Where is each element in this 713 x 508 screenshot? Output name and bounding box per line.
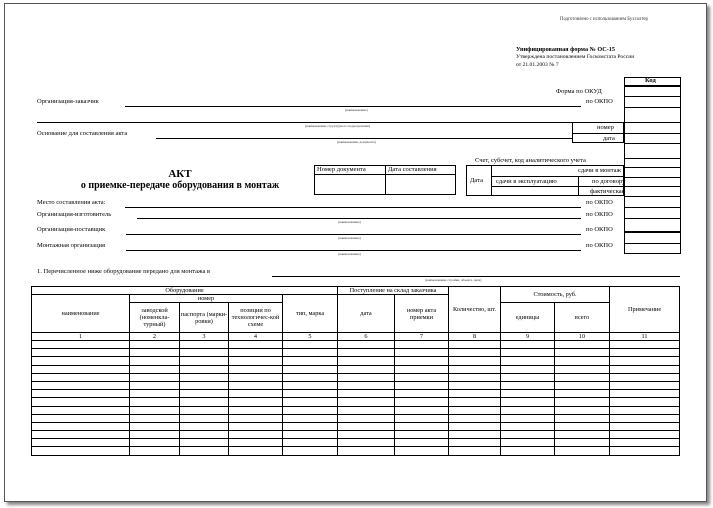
osnovanie-label: Основание для составления акта [37, 130, 128, 137]
table-cell[interactable] [32, 381, 130, 389]
table-cell[interactable] [180, 381, 229, 389]
osnovanie-hint: (наименование документа) [337, 140, 376, 144]
postavshik-field[interactable] [126, 234, 581, 235]
table-cell[interactable] [229, 406, 283, 414]
table-cell[interactable] [229, 349, 283, 357]
accounts-actual: фактическая [590, 188, 625, 195]
table-cell[interactable] [32, 414, 130, 422]
izgotovitel-hint: (наименование) [338, 220, 361, 224]
form-name: Унифицированная форма № ОС-15 [516, 46, 615, 53]
table-cell[interactable] [130, 357, 180, 365]
table-cell[interactable] [283, 341, 338, 349]
table-cell[interactable] [130, 422, 180, 430]
okpo-label-zakazchik: по ОКПО [586, 98, 613, 105]
column-number: 3 [180, 333, 229, 341]
table-cell[interactable] [395, 365, 449, 373]
table-cell[interactable] [283, 349, 338, 357]
table-cell[interactable] [449, 414, 501, 422]
table-cell[interactable] [32, 439, 130, 447]
table-cell[interactable] [32, 373, 130, 381]
accounts-date: Дата [470, 177, 483, 184]
table-cell[interactable] [283, 439, 338, 447]
table-cell[interactable] [501, 373, 555, 381]
table-row [32, 390, 680, 398]
table-cell[interactable] [338, 422, 395, 430]
table-cell[interactable] [449, 381, 501, 389]
table-cell[interactable] [130, 447, 180, 455]
table-cell[interactable] [555, 447, 610, 455]
table-cell[interactable] [501, 390, 555, 398]
table-cell[interactable] [338, 431, 395, 439]
table-cell[interactable] [180, 398, 229, 406]
table-cell[interactable] [338, 373, 395, 381]
table-cell[interactable] [32, 398, 130, 406]
table-cell[interactable] [395, 422, 449, 430]
zakazchik-label: Организация-заказчик [37, 98, 99, 105]
zakazchik-hint: (наименование) [345, 108, 368, 112]
doc-date-header: Дата составления [388, 166, 437, 173]
table-cell[interactable] [338, 406, 395, 414]
table-cell[interactable] [501, 341, 555, 349]
table-cell[interactable] [338, 390, 395, 398]
zakazchik-field[interactable] [125, 106, 581, 107]
h-nomer-akta: номер акта приемки [395, 295, 449, 333]
montazh-field[interactable] [126, 250, 581, 251]
struct-field[interactable] [37, 122, 581, 123]
table-cell[interactable] [501, 431, 555, 439]
h-data: дата [338, 295, 395, 333]
table-cell[interactable] [449, 349, 501, 357]
table-cell[interactable] [180, 349, 229, 357]
table-cell[interactable] [501, 357, 555, 365]
table-row [32, 439, 680, 447]
table-cell[interactable] [229, 414, 283, 422]
table-cell[interactable] [449, 341, 501, 349]
column-number: 4 [229, 333, 283, 341]
table-cell[interactable] [338, 414, 395, 422]
equipment-table [31, 286, 680, 456]
table-cell[interactable] [501, 439, 555, 447]
h-kolichestvo: Количество, шт. [449, 287, 501, 333]
table-cell[interactable] [283, 390, 338, 398]
table-cell[interactable] [338, 439, 395, 447]
h-tip: тип, марка [283, 295, 338, 333]
table-cell[interactable] [555, 398, 610, 406]
h-naimenovanie: наименование [32, 295, 130, 333]
table-cell[interactable] [449, 447, 501, 455]
doc-number-header: Номер документа [317, 166, 366, 173]
table-cell[interactable] [501, 381, 555, 389]
postavshik-hint: (наименование) [338, 236, 361, 240]
table-cell[interactable] [32, 390, 130, 398]
table-cell[interactable] [449, 431, 501, 439]
okpo-label-4: по ОКПО [586, 242, 613, 249]
table-cell[interactable] [229, 341, 283, 349]
table-cell[interactable] [32, 357, 130, 365]
table-cell[interactable] [555, 373, 610, 381]
table-cell[interactable] [130, 398, 180, 406]
table-row [32, 357, 680, 365]
table-cell[interactable] [555, 357, 610, 365]
table-cell[interactable] [338, 365, 395, 373]
table-cell[interactable] [180, 422, 229, 430]
table-cell[interactable] [449, 390, 501, 398]
table-row [32, 398, 680, 406]
accounts-by-contract: по договору [592, 178, 626, 185]
h-postuplenie: Поступление на склад заказчика [338, 287, 449, 295]
table-cell[interactable] [180, 365, 229, 373]
table-cell[interactable] [395, 414, 449, 422]
table-cell[interactable] [229, 398, 283, 406]
table-cell[interactable] [610, 365, 680, 373]
table-cell[interactable] [180, 447, 229, 455]
table-cell[interactable] [180, 431, 229, 439]
table-cell[interactable] [130, 406, 180, 414]
okpo-label-3: по ОКПО [586, 226, 613, 233]
table-cell[interactable] [555, 365, 610, 373]
table-cell[interactable] [180, 373, 229, 381]
table-cell[interactable] [130, 349, 180, 357]
table-cell[interactable] [130, 381, 180, 389]
table-cell[interactable] [283, 447, 338, 455]
table-cell[interactable] [283, 406, 338, 414]
table-cell[interactable] [449, 422, 501, 430]
table-row [32, 406, 680, 414]
table-cell[interactable] [283, 414, 338, 422]
table-cell[interactable] [229, 439, 283, 447]
montazh-hint: (наименование) [338, 252, 361, 256]
table-cell[interactable] [32, 431, 130, 439]
table-cell[interactable] [449, 406, 501, 414]
table-cell[interactable] [338, 349, 395, 357]
table-cell[interactable] [180, 357, 229, 365]
table-row [32, 349, 680, 357]
table-cell[interactable] [610, 406, 680, 414]
table-cell[interactable] [338, 398, 395, 406]
table-cell[interactable] [555, 341, 610, 349]
prepared-note: Подготовлено с использованием Бухгалтер [560, 17, 648, 22]
table-cell[interactable] [395, 406, 449, 414]
accounts-to-exploit: сдачи в эксплуатацию [496, 178, 557, 185]
table-cell[interactable] [555, 414, 610, 422]
h-primechanie: Примечание [610, 287, 680, 333]
table-cell[interactable] [610, 447, 680, 455]
struct-hint: (наименование структурного подразделения) [305, 124, 370, 128]
table-cell[interactable] [32, 422, 130, 430]
okpo-label-2: по ОКПО [586, 211, 613, 218]
table-cell[interactable] [501, 398, 555, 406]
column-number: 7 [395, 333, 449, 341]
table-row [32, 373, 680, 381]
osnovanie-field[interactable] [156, 138, 572, 139]
table-cell[interactable] [610, 357, 680, 365]
table-cell[interactable] [501, 414, 555, 422]
section-1-hint: (наименование стройки, объекта, цеха) [425, 278, 482, 282]
table-cell[interactable] [395, 341, 449, 349]
table-cell[interactable] [229, 365, 283, 373]
izgotovitel-label: Организация-изготовитель [37, 211, 112, 218]
table-cell[interactable] [449, 373, 501, 381]
table-cell[interactable] [338, 447, 395, 455]
table-cell[interactable] [555, 381, 610, 389]
table-cell[interactable] [501, 447, 555, 455]
column-number: 6 [338, 333, 395, 341]
approved-line-2: от 21.01.2003 № 7 [516, 62, 559, 68]
table-cell[interactable] [610, 373, 680, 381]
table-cell[interactable] [130, 414, 180, 422]
okpo-label-1: по ОКПО [586, 199, 613, 206]
table-cell[interactable] [338, 357, 395, 365]
table-cell[interactable] [229, 431, 283, 439]
table-row [32, 341, 680, 349]
h-zavodskoy: заводской (номенкла-турный) [130, 303, 180, 333]
h-pasporta: паспорта (марки-ровки) [180, 303, 229, 333]
table-cell[interactable] [395, 447, 449, 455]
table-cell[interactable] [32, 406, 130, 414]
table-cell[interactable] [501, 406, 555, 414]
table-cell[interactable] [449, 398, 501, 406]
table-cell[interactable] [229, 390, 283, 398]
table-cell[interactable] [610, 341, 680, 349]
mesto-field[interactable] [125, 207, 581, 208]
table-row [32, 431, 680, 439]
h-stoimost: Стоимость, руб. [501, 287, 610, 303]
table-cell[interactable] [610, 398, 680, 406]
code-header: Код [645, 77, 656, 84]
table-cell[interactable] [555, 390, 610, 398]
forma-okud-label: Форма по ОКУД [556, 88, 602, 95]
table-cell[interactable] [338, 341, 395, 349]
accounts-header: Счет, субсчет, код аналитического учета [475, 157, 586, 164]
table-cell[interactable] [449, 365, 501, 373]
accounts-to-montage: сдачи в монтаж [578, 167, 622, 174]
table-cell[interactable] [229, 422, 283, 430]
h-vsego: всего [555, 303, 610, 333]
act-subtitle: о приемке-передаче оборудования в монтаж [80, 180, 280, 191]
section-1-field[interactable] [272, 276, 680, 277]
table-cell[interactable] [283, 373, 338, 381]
column-number: 8 [449, 333, 501, 341]
table-cell[interactable] [395, 431, 449, 439]
table-cell[interactable] [501, 422, 555, 430]
table-cell[interactable] [130, 439, 180, 447]
h-pozicii: позиции по технологичес-кой схеме [229, 303, 283, 333]
column-number: 1 [32, 333, 130, 341]
table-cell[interactable] [449, 439, 501, 447]
table-cell[interactable] [130, 365, 180, 373]
act-title: АКТ [168, 168, 192, 180]
data-label: дата [603, 135, 615, 142]
table-cell[interactable] [283, 365, 338, 373]
column-number: 10 [555, 333, 610, 341]
table-cell[interactable] [555, 422, 610, 430]
table-cell[interactable] [338, 381, 395, 389]
table-cell[interactable] [283, 398, 338, 406]
table-cell[interactable] [130, 341, 180, 349]
table-cell[interactable] [180, 439, 229, 447]
table-cell[interactable] [555, 406, 610, 414]
table-cell[interactable] [229, 381, 283, 389]
table-cell[interactable] [395, 439, 449, 447]
table-cell[interactable] [180, 414, 229, 422]
table-cell[interactable] [555, 431, 610, 439]
table-cell[interactable] [130, 373, 180, 381]
table-cell[interactable] [610, 431, 680, 439]
table-cell[interactable] [180, 390, 229, 398]
column-number-row [32, 333, 680, 341]
column-number: 9 [501, 333, 555, 341]
table-cell[interactable] [32, 349, 130, 357]
column-number: 11 [610, 333, 680, 341]
table-cell[interactable] [555, 349, 610, 357]
section-1-text: 1. Перечисленное ниже оборудование передано для монтажа в [37, 268, 211, 275]
table-row [32, 447, 680, 455]
table-cell[interactable] [180, 341, 229, 349]
table-row [32, 381, 680, 389]
table-cell[interactable] [283, 357, 338, 365]
table-cell[interactable] [395, 381, 449, 389]
table-cell[interactable] [130, 431, 180, 439]
h-edinicy: единицы [501, 303, 555, 333]
nomer-label: номер [597, 124, 614, 131]
table-row [32, 365, 680, 373]
table-cell[interactable] [32, 341, 130, 349]
table-cell[interactable] [229, 373, 283, 381]
table-cell[interactable] [180, 406, 229, 414]
table-cell[interactable] [229, 357, 283, 365]
table-cell[interactable] [283, 381, 338, 389]
column-number: 2 [130, 333, 180, 341]
table-cell[interactable] [32, 447, 130, 455]
table-cell[interactable] [32, 365, 130, 373]
table-cell[interactable] [610, 422, 680, 430]
mesto-label: Место составления акта: [37, 199, 106, 206]
table-cell[interactable] [501, 365, 555, 373]
table-row [32, 414, 680, 422]
table-cell[interactable] [283, 431, 338, 439]
postavshik-label: Организация-поставщик [37, 226, 106, 233]
table-cell[interactable] [395, 349, 449, 357]
h-nomer: номер [130, 295, 283, 303]
table-row [32, 422, 680, 430]
montazh-label: Монтажная организация [37, 242, 106, 249]
table-cell[interactable] [229, 447, 283, 455]
table-cell[interactable] [449, 357, 501, 365]
table-cell[interactable] [610, 349, 680, 357]
table-cell[interactable] [555, 439, 610, 447]
table-cell[interactable] [610, 439, 680, 447]
table-cell[interactable] [395, 373, 449, 381]
table-cell[interactable] [395, 390, 449, 398]
table-cell[interactable] [130, 390, 180, 398]
table-cell[interactable] [395, 357, 449, 365]
approved-line-1: Утверждена постановлением Госкомстата России [516, 54, 635, 60]
table-cell[interactable] [283, 422, 338, 430]
table-cell[interactable] [610, 381, 680, 389]
izgotovitel-field[interactable] [137, 218, 581, 219]
column-number: 5 [283, 333, 338, 341]
table-cell[interactable] [610, 414, 680, 422]
table-cell[interactable] [610, 390, 680, 398]
table-cell[interactable] [501, 349, 555, 357]
table-cell[interactable] [395, 398, 449, 406]
h-oborudovanie: Оборудование [32, 287, 338, 295]
